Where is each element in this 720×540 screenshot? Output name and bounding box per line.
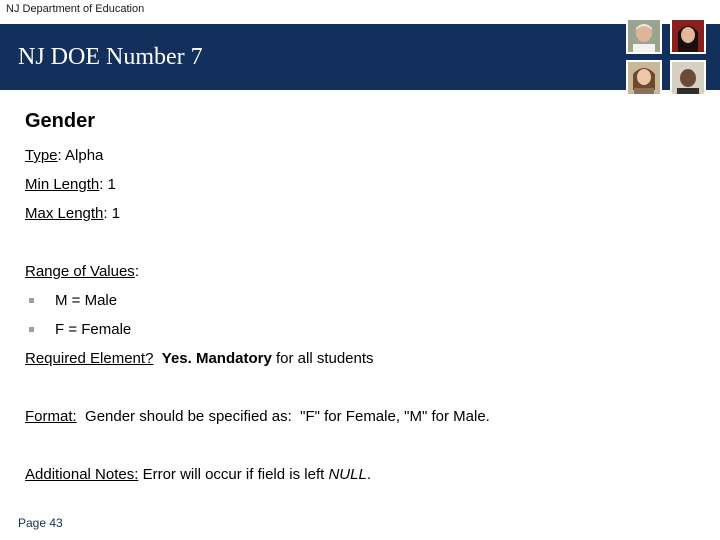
field-definition [25, 110, 705, 489]
woman-dark-hair-photo [670, 18, 706, 54]
notes-end: . [366, 466, 371, 483]
format-label: Format: [25, 408, 77, 425]
bullet-square-icon [29, 298, 34, 303]
elderly-man-photo [670, 60, 706, 96]
organization-name: NJ Department of Education [6, 3, 145, 15]
type-value: : Alpha [57, 147, 104, 164]
range-label: Range of Values [25, 263, 135, 280]
title-banner [0, 24, 720, 90]
max-length-value: : 1 [103, 205, 121, 222]
range-colon: : [134, 263, 139, 280]
slide-title: NJ DOE Number 7 [18, 44, 203, 70]
notes-label: Additional Notes: [25, 466, 139, 483]
man-gray-hair-photo [626, 18, 662, 54]
required-line [25, 344, 705, 373]
max-length-line [25, 199, 705, 228]
range-value: M = Male [55, 292, 118, 309]
min-length-value: : 1 [99, 176, 116, 193]
field-heading: Gender [25, 110, 96, 132]
min-length-label: Min Length [25, 176, 100, 193]
range-line [25, 257, 705, 286]
page-number: Page 43 [18, 516, 63, 530]
max-length-label: Max Length [25, 205, 104, 222]
required-note: for all students [271, 350, 374, 367]
notes-line [25, 460, 705, 489]
bullet-square-icon [29, 327, 34, 332]
required-label: Required Element? [25, 350, 154, 367]
range-value: F = Female [55, 321, 132, 338]
photo-collage [626, 18, 718, 100]
min-length-line [25, 170, 705, 199]
list-item [25, 286, 705, 315]
required-value: Yes. Mandatory [161, 350, 272, 367]
notes-null: NULL [328, 466, 367, 483]
woman-smiling-photo [626, 60, 662, 96]
list-item [25, 315, 705, 344]
format-line [25, 402, 705, 431]
notes-value: Error will occur if field is left [138, 466, 329, 483]
format-value: Gender should be specified as: "F" for Female, "M" for Male. [76, 408, 490, 425]
type-line [25, 141, 705, 170]
type-label: Type [25, 147, 58, 164]
